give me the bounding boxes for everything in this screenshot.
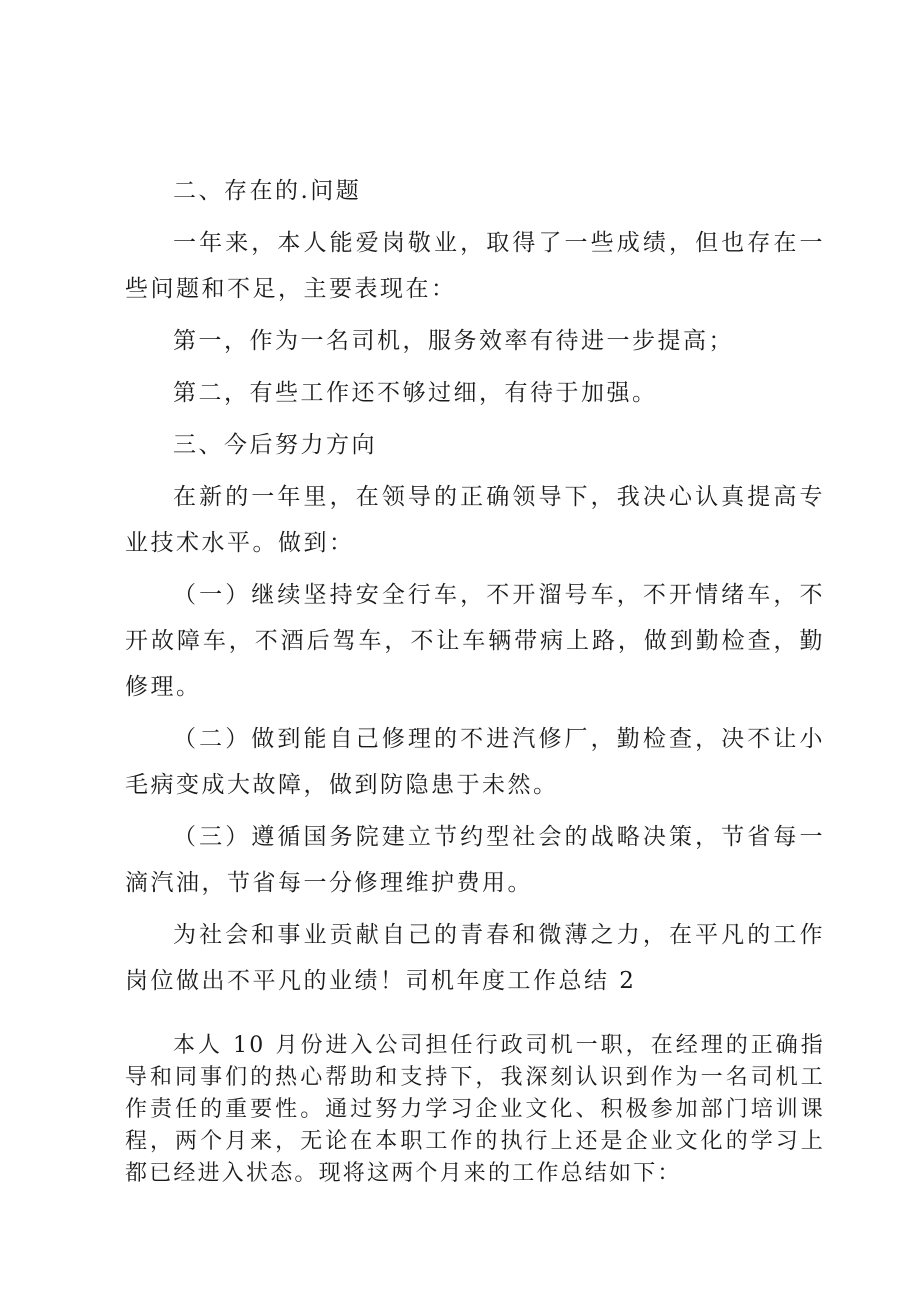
document-body <box>125 168 825 1190</box>
paragraph-intro-problems: 一年来，本人能爱岗敬业，取得了一些成绩，但也存在一些问题和不足，主要表现在： <box>125 230 825 302</box>
paragraph-item-2: （二）做到能自己修理的不进汽修厂，勤检查，决不让小毛病变成大故障，做到防隐患于未然。 <box>125 726 825 798</box>
section-heading-problems: 二、存在的.问题 <box>173 178 362 204</box>
paragraph-item-3: （三）遵循国务院建立节约型社会的战略决策，节省每一滴汽油，节省每一分修理维护费用。 <box>125 824 825 896</box>
paragraph-summary-2-intro: 本人 10 月份进入公司担任行政司机一职，在经理的正确指导和同事们的热心帮助和支持下，我深刻认识到作为一名司机工作责任的重要性。通过努力学习企业文化、积极参加部门培训课程，两个月来，无论在本职工作的执行上还是企业文化的学习上都已经进入状态。现将这两个月来的工作总结如下： <box>125 1033 825 1186</box>
paragraph-item-1: （一）继续坚持安全行车，不开溜号车，不开情绪车，不开故障车，不酒后驾车，不让车辆带病上路，做到勤检查，勤修理。 <box>125 582 825 700</box>
section-heading-direction: 三、今后努力方向 <box>173 432 377 458</box>
paragraph-problem-1: 第一，作为一名司机，服务效率有待进一步提高； <box>173 328 734 354</box>
paragraph-direction-intro: 在新的一年里，在领导的正确领导下，我决心认真提高专业技术水平。做到： <box>125 484 825 556</box>
paragraph-problem-2: 第二，有些工作还不够过细，有待于加强。 <box>173 380 658 406</box>
paragraph-closing: 为社会和事业贡献自己的青春和微薄之力，在平凡的工作岗位做出不平凡的业绩！司机年度工作总结 2 <box>125 922 825 994</box>
